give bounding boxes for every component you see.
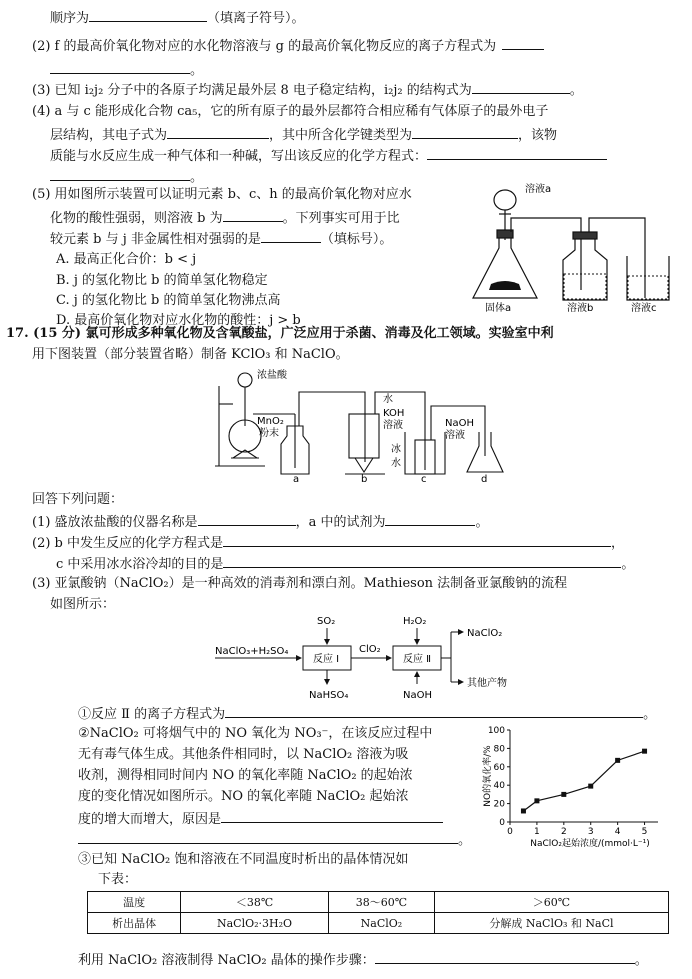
sub-3-2-d: 度的变化情况如图所示。NO 的氧化率随 NaClO₂ 起始浓 (78, 789, 409, 804)
x-tick-label: 4 (614, 827, 621, 837)
figure-chlorine-apparatus (205, 366, 505, 484)
option-d: D. 最高价氧化物对应水化物的酸性：j > b (56, 313, 301, 328)
sub-2-c: c 中采用冰水浴冷却的目的是 。 (56, 554, 634, 574)
answer-blank[interactable] (412, 125, 518, 139)
final-line: 利用 NaClO₂ 溶液制得 NaClO₂ 晶体的操作步骤： 。 (78, 950, 648, 970)
label-ice-water: 水 (391, 458, 401, 469)
y-tick-label: 80 (493, 744, 505, 755)
answer-heading: 回答下列问题： (32, 492, 124, 507)
flow-out-naclo2: NaClO₂ (467, 628, 503, 639)
table-cell: NaClO₂ (328, 913, 434, 934)
label-koh-sol: 溶液 (383, 420, 403, 431)
line-8: 。 (50, 167, 203, 187)
table-row (88, 892, 669, 913)
table-cell: ＜38℃ (181, 892, 329, 913)
sub-3-2-c: 收剂，测得相同时间内 NO 的氧化率随 NaClO₂ 的起始浓 (78, 768, 413, 783)
label-naoh: NaOH (445, 418, 474, 429)
sub-3-line1: (3) 亚氯酸钠（NaClO₂）是一种高效的消毒剂和漂白剂。Mathieson 法制备亚氯酸钠的流程 (32, 576, 568, 591)
flow-input: NaClO₃+H₂SO₄ (215, 646, 289, 657)
y-tick-label: 0 (499, 818, 505, 828)
option-c: C. j 的氢化物比 b 的简单氢化物沸点高 (56, 293, 281, 308)
funnel-bulb (494, 190, 516, 210)
y-tick-label: 40 (493, 781, 505, 792)
data-point (561, 792, 566, 797)
data-point (642, 749, 647, 754)
label-sol-b: 溶液b (567, 303, 594, 313)
x-tick-label: 5 (641, 827, 648, 837)
answer-blank[interactable] (167, 125, 269, 139)
flow-nahso4: NaHSO₄ (309, 690, 349, 701)
line-5: (4) a 与 c 能形成化合物 ca₅，它的所有原子的最外层都符合相应稀有气体原子的最外电子 (32, 104, 549, 119)
answer-blank[interactable] (223, 554, 621, 568)
sub-3-3-b: 下表： (98, 872, 138, 887)
data-point (521, 808, 526, 813)
crystal-table (87, 891, 669, 934)
x-tick-label: 0 (507, 827, 513, 837)
table-cell: 温度 (88, 892, 181, 913)
flow-out-other: 其他产物 (467, 678, 507, 689)
label-water: 水 (383, 394, 393, 405)
flow-so2: SO₂ (317, 616, 336, 627)
sub-3-2-f: 。 (78, 830, 471, 850)
table-cell: NaClO₂·3H₂O (181, 913, 329, 934)
data-point (534, 798, 539, 803)
answer-blank[interactable] (472, 80, 570, 94)
table-cell: 析出晶体 (88, 913, 181, 934)
x-tick-label: 1 (534, 827, 540, 837)
flow-clo2: ClO₂ (359, 644, 381, 655)
label-hcl: 浓盐酸 (257, 370, 287, 381)
y-tick-label: 100 (487, 726, 505, 736)
beaker-c (627, 256, 669, 300)
line-6: 层结构，其电子式为 ，其中所含化学键类型为 ，该物 (50, 125, 557, 145)
y-tick-label: 60 (493, 762, 505, 773)
question-17-line2: 用下图装置（部分装置省略）制备 KClO₃ 和 NaClO。 (32, 347, 349, 362)
label-sol-c: 溶液c (631, 303, 657, 313)
answer-blank[interactable] (50, 60, 190, 74)
line-3: 。 (50, 60, 203, 80)
table-cell: 分解成 NaClO₃ 和 NaCl (434, 913, 668, 934)
sub-3-3-a: ③已知 NaClO₂ 饱和溶液在不同温度时析出的晶体情况如 (78, 852, 409, 867)
line-9: (5) 用如图所示装置可以证明元素 b、c、h 的最高价氧化物对应水 (32, 187, 412, 202)
data-point (588, 784, 593, 789)
no-oxidation-chart (480, 722, 672, 850)
answer-blank[interactable] (385, 512, 475, 526)
answer-blank[interactable] (50, 167, 190, 181)
sub-3-2-b: 无有毒气体生成。其他条件相同时，以 NaClO₂ 溶液为吸 (78, 747, 409, 762)
line-7: 质能与水反应生成一种气体和一种碱，写出该反应的化学方程式： (50, 146, 607, 166)
label-powder: 粉末 (259, 428, 279, 439)
flow-reaction-1: 反应 Ⅰ (313, 654, 340, 665)
data-point (615, 758, 620, 763)
x-axis-label: NaClO₂起始浓度/(mmol·L⁻¹) (530, 839, 650, 849)
sub-1: (1) 盛放浓盐酸的仪器名称是 ，a 中的试剂为 。 (32, 512, 488, 532)
connect-tube-2 (589, 218, 645, 298)
label-mno2: MnO₂ (257, 416, 284, 427)
answer-blank[interactable] (427, 146, 607, 160)
sub-2: (2) b 中发生反应的化学方程式是 ， (32, 533, 624, 553)
label-koh: KOH (383, 408, 405, 419)
line-4: (3) 已知 i₂j₂ 分子中的各原子均满足最外层 8 电子稳定结构，i₂j₂ 的结构式为 。 (32, 80, 583, 100)
answer-blank[interactable] (261, 229, 321, 243)
line-10: 化物的酸性强弱，则溶液 b 为 。下列事实可用于比 (50, 208, 400, 228)
answer-blank[interactable] (78, 830, 458, 844)
label-a: a (293, 474, 300, 484)
series-line (523, 751, 644, 811)
figure-acid-apparatus (455, 178, 677, 313)
x-tick-label: 2 (560, 827, 567, 837)
label-sol-a: 溶液a (525, 184, 552, 195)
y-axis-label: NO的氧化率/% (483, 745, 493, 807)
flow-naoh: NaOH (403, 690, 432, 701)
option-b: B. j 的氢化物比 b 的简单氢化物稳定 (56, 273, 268, 288)
x-tick-label: 3 (587, 827, 594, 837)
label-ice: 冰 (391, 444, 401, 455)
y-tick-label: 20 (493, 799, 505, 810)
flow-diagram (205, 612, 535, 704)
sub-3-2-e: 度的增大而增大，原因是 (78, 809, 443, 829)
answer-blank[interactable] (375, 950, 635, 964)
label-solid-a: 固体a (485, 303, 512, 313)
label-naoh-sol: 溶液 (445, 430, 465, 441)
sub-3-line2: 如图所示： (50, 597, 116, 612)
sub-3-2-a: ②NaClO₂ 可将烟气中的 NO 氧化为 NO₃⁻，在该反应过程中 (78, 726, 433, 741)
answer-blank[interactable] (223, 208, 283, 222)
answer-blank[interactable] (225, 704, 643, 718)
option-a: A. 最高正化合价：b < j (56, 252, 197, 267)
table-cell: ＞60℃ (434, 892, 668, 913)
question-17-line1: 17. (15 分) 氯可形成多种氧化物及含氧酸盐，广泛应用于杀菌、消毒及化工领域。实验室中利 (6, 326, 554, 341)
table-row (88, 913, 669, 934)
line-1: 顺序为 （填离子符号）。 (50, 8, 305, 28)
answer-blank[interactable] (221, 809, 443, 823)
flow-reaction-2: 反应 Ⅱ (403, 654, 432, 665)
label-b: b (361, 474, 368, 484)
answer-blank[interactable] (502, 36, 544, 50)
sub-3-1: ①反应 Ⅱ 的离子方程式为 。 (78, 704, 656, 724)
table-cell: 38～60℃ (328, 892, 434, 913)
answer-blank[interactable] (198, 512, 296, 526)
answer-blank[interactable] (223, 533, 611, 547)
answer-blank[interactable] (89, 8, 207, 22)
bottle-b (563, 238, 607, 300)
line-11: 较元素 b 与 j 非金属性相对强弱的是 （填标号）。 (50, 229, 392, 249)
label-c: c (421, 474, 427, 484)
label-d: d (481, 474, 488, 484)
flow-h2o2: H₂O₂ (403, 616, 427, 627)
line-2: (2) f 的最高价氧化物对应的水化物溶液与 g 的最高价氧化物反应的离子方程式为 (32, 36, 544, 56)
